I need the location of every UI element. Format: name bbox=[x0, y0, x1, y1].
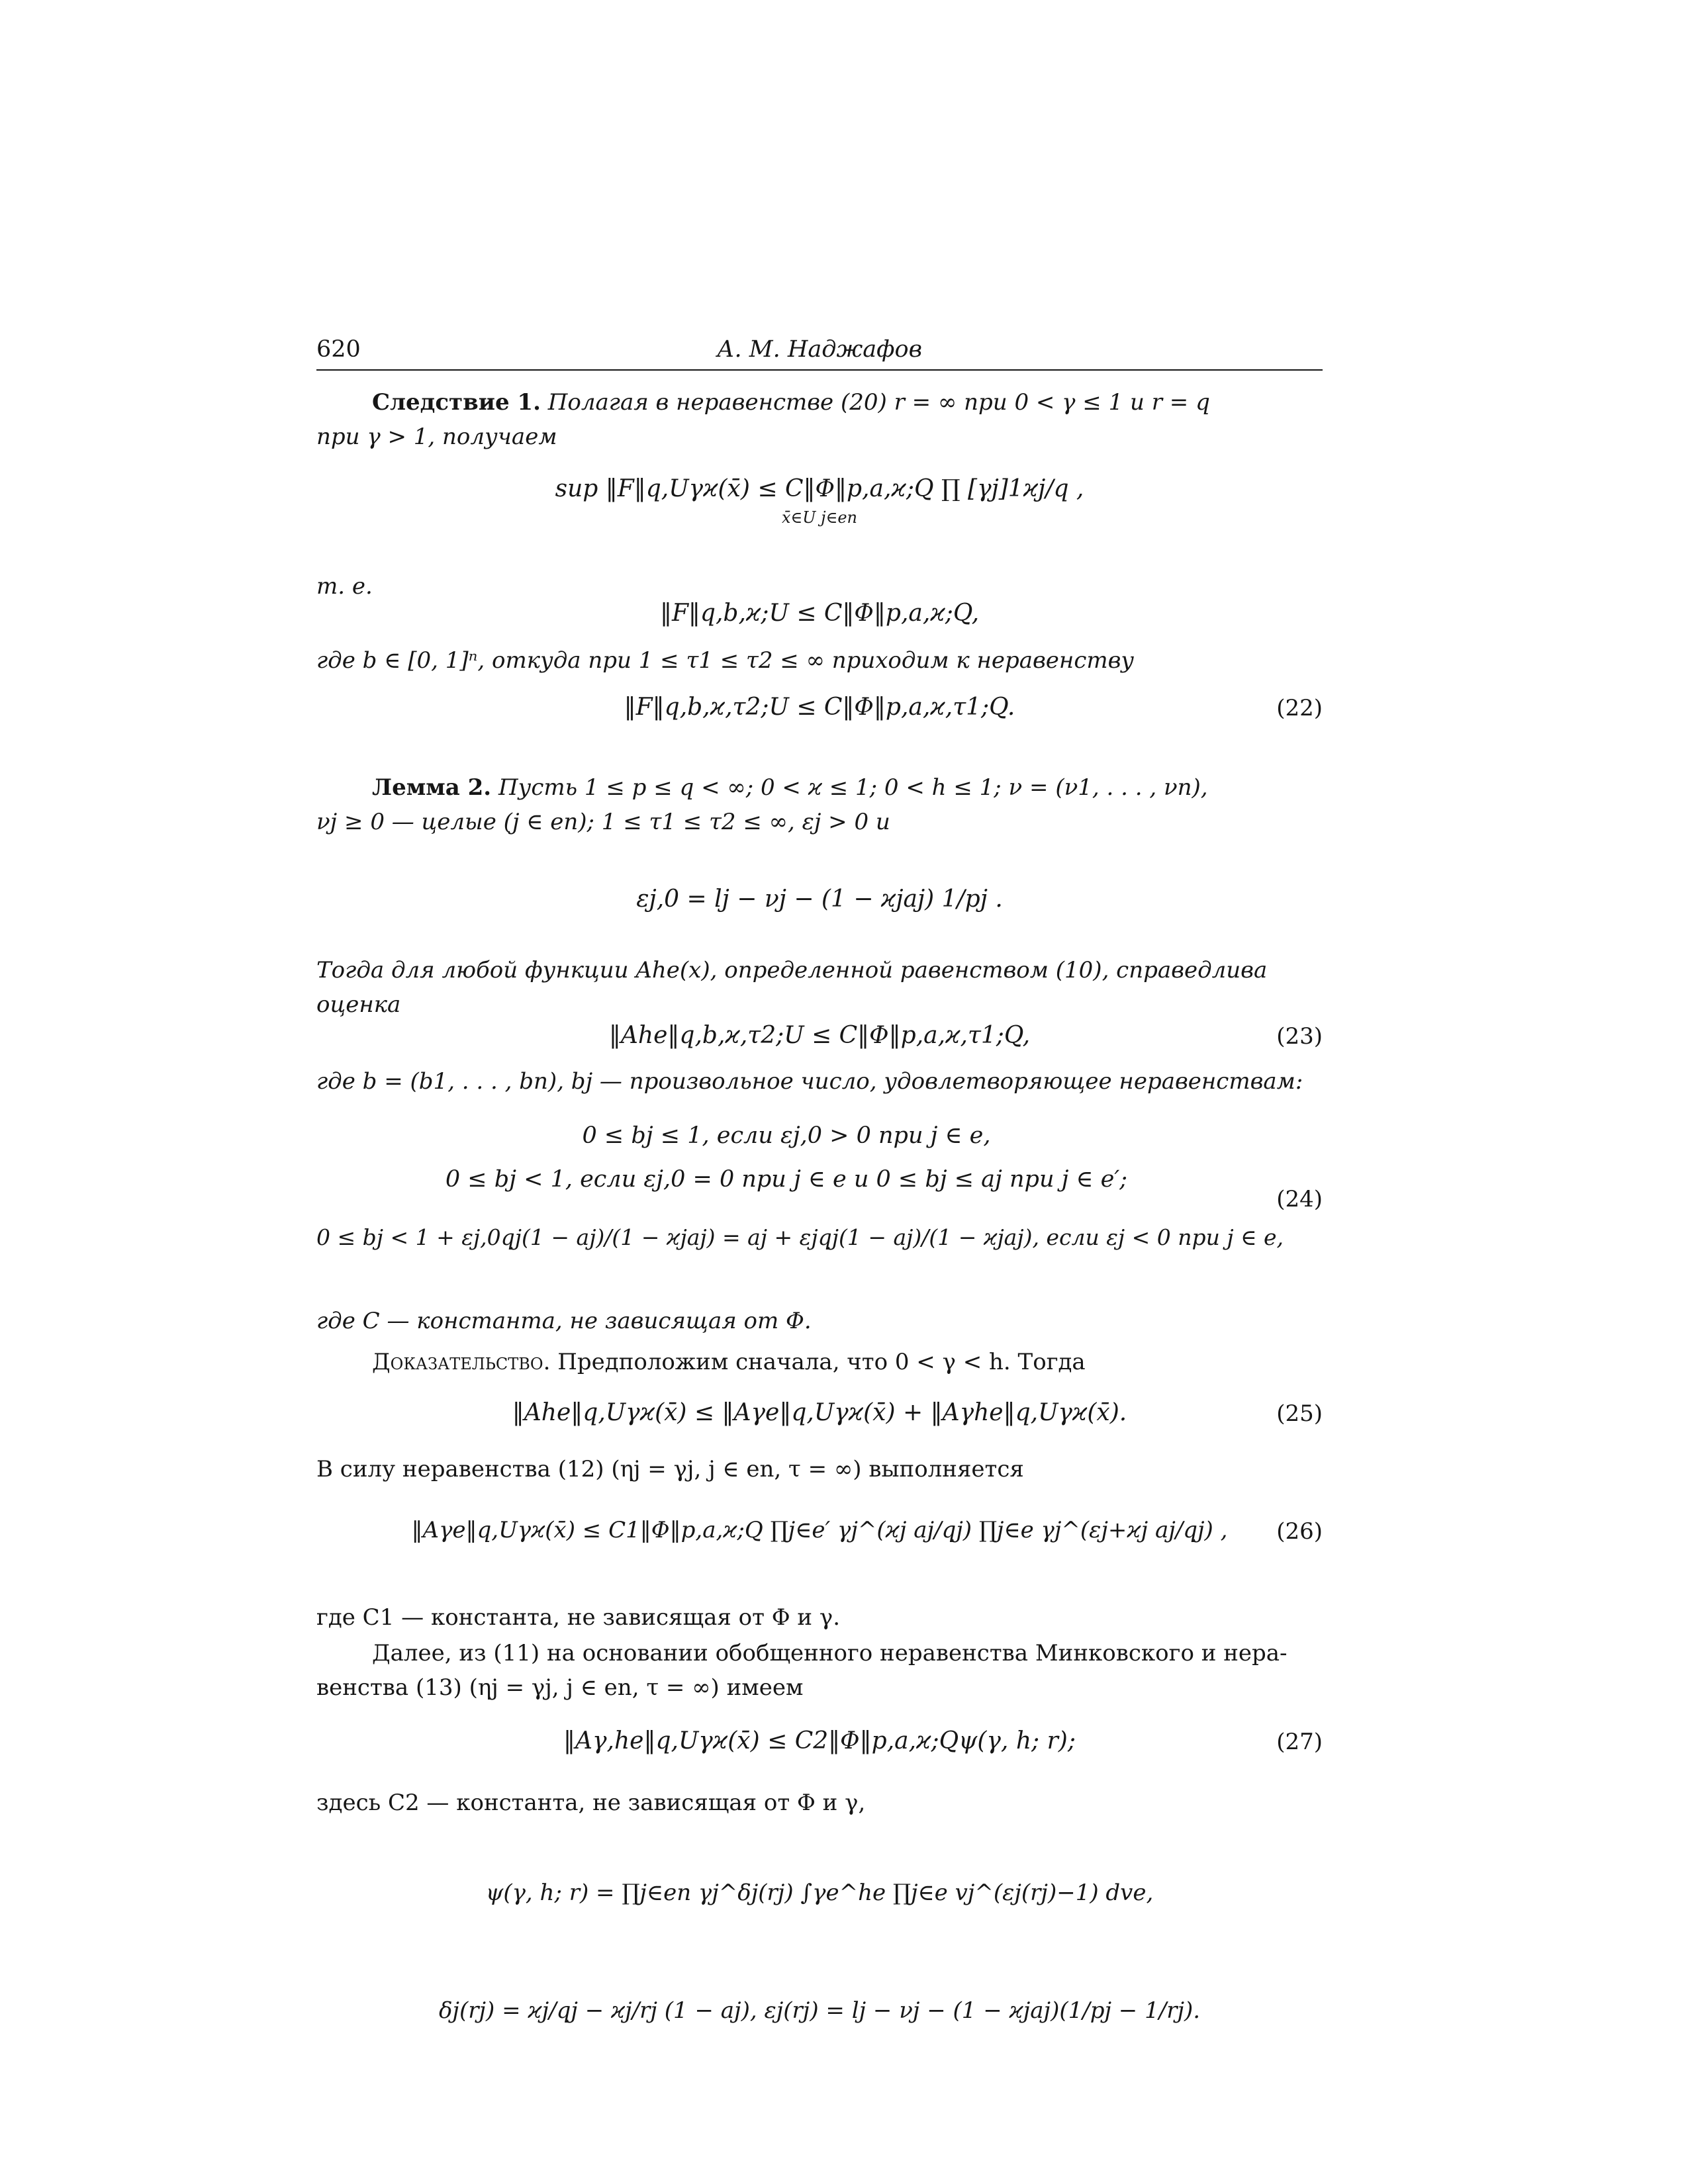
corollary-line-3: где b ∈ [0, 1]ⁿ, откуда при 1 ≤ τ1 ≤ τ2 ≤ ∞ приходим к неравенству bbox=[316, 647, 1135, 674]
condition-24-line-2: 0 ≤ bj < 1, если εj,0 = 0 при j ∈ e и 0 ≤ bj ≤ aj при j ∈ e′; bbox=[445, 1166, 1128, 1193]
lemma-statement bbox=[316, 770, 1323, 839]
lemma-line-6: где C — константа, не зависящая от Φ. bbox=[316, 1308, 812, 1334]
formula-26: ‖Aγe‖q,Uγϰ(x̄) ≤ C1‖Φ‖p,a,ϰ;Q ∏j∈e′ γj^(ϰj aj/qj) ∏j∈e γj^(εj+ϰj aj/qj) , bbox=[411, 1517, 1228, 1543]
lemma-line-4-text: оценка bbox=[316, 991, 401, 1018]
formula-25: ‖Ahe‖q,Uγϰ(x̄) ≤ ‖Aγe‖q,Uγϰ(x̄) + ‖Aγhe‖q,Uγϰ(x̄). bbox=[512, 1399, 1127, 1426]
corollary-formula-sup: sup ‖F‖q,Uγϰ(x̄) ≤ C‖Φ‖p,a,ϰ;Q ∏ [γj]1ϰj/q , bbox=[555, 475, 1084, 502]
page bbox=[316, 331, 1323, 2078]
formula-23: ‖Ahe‖q,b,ϰ,τ2;U ≤ C‖Φ‖p,a,ϰ,τ1;Q, bbox=[608, 1022, 1031, 1049]
proof-line-1: Предположим сначала, что 0 < γ < h. Тогда bbox=[557, 1349, 1086, 1375]
formula-delta-eps: δj(rj) = ϰj/qj − ϰj/rj (1 − aj), εj(rj) = lj − νj − (1 − ϰjaj)(1/pj − 1/rj). bbox=[438, 1997, 1201, 2024]
lemma-line-2: νj ≥ 0 — целые (j ∈ en); 1 ≤ τ1 ≤ τ2 ≤ ∞, εj > 0 и bbox=[316, 809, 890, 835]
equation-number-22: (22) bbox=[1276, 695, 1323, 721]
corollary-te: т. е. bbox=[316, 573, 373, 600]
corollary-formula-sup-subscripts: x̄∈U j∈en bbox=[781, 508, 858, 527]
lemma-line-3 bbox=[316, 953, 1323, 1022]
corollary-line-2: при γ > 1, получаем bbox=[316, 424, 557, 450]
formula-eps-j0: εj,0 = lj − νj − (1 − ϰjaj) 1/pj . bbox=[636, 886, 1003, 913]
equation-number-25: (25) bbox=[1276, 1400, 1323, 1427]
lemma-line-1: Пусть 1 ≤ p ≤ q < ∞; 0 < ϰ ≤ 1; 0 < h ≤ 1; ν = (ν1, . . . , νn), bbox=[498, 774, 1208, 801]
corollary-line-1: Полагая в неравенстве (20) r = ∞ при 0 < γ ≤ 1 и r = q bbox=[547, 389, 1210, 416]
formula-22: ‖F‖q,b,ϰ,τ2;U ≤ C‖Φ‖p,a,ϰ,τ1;Q. bbox=[624, 694, 1015, 721]
proof-paragraph-2 bbox=[316, 1636, 1323, 1705]
lemma-title: Лемма 2. bbox=[372, 774, 492, 801]
running-author: А. М. Наджафов bbox=[717, 336, 922, 363]
proof-label: Доказательство. bbox=[372, 1349, 551, 1375]
proof-line-6: здесь C2 — константа, не зависящая от Φ и γ, bbox=[316, 1790, 866, 1816]
running-header bbox=[316, 331, 1323, 371]
corollary-formula-2: ‖F‖q,b,ϰ;U ≤ C‖Φ‖p,a,ϰ;Q, bbox=[659, 600, 980, 627]
condition-24-line-3: 0 ≤ bj < 1 + εj,0qj(1 − aj)/(1 − ϰjaj) = aj + εjqj(1 − aj)/(1 − ϰjaj), если εj < 0 при j ∈ e, bbox=[316, 1224, 1284, 1250]
corollary-title: Следствие 1. bbox=[372, 389, 541, 416]
formula-27: ‖Aγ,he‖q,Uγϰ(x̄) ≤ C2‖Φ‖p,a,ϰ;Qψ(γ, h; r); bbox=[563, 1727, 1076, 1754]
equation-number-27: (27) bbox=[1276, 1729, 1323, 1755]
page-number: 620 bbox=[316, 336, 361, 363]
corollary-statement bbox=[316, 385, 1323, 454]
proof-line-3: где C1 — константа, не зависящая от Φ и γ. bbox=[316, 1604, 840, 1631]
proof-line-4: Далее, из (11) на основании обобщенного неравенства Минковского и нера- bbox=[372, 1640, 1288, 1666]
equation-number-24: (24) bbox=[1276, 1186, 1323, 1212]
proof-line-2: В силу неравенства (12) (ηj = γj, j ∈ en, τ = ∞) выполняется bbox=[316, 1456, 1024, 1482]
formula-psi: ψ(γ, h; r) = ∏j∈en γj^δj(rj) ∫γe^he ∏j∈e vj^(εj(rj)−1) dve, bbox=[485, 1880, 1154, 1906]
equation-number-23: (23) bbox=[1276, 1023, 1323, 1050]
lemma-line-3-text: Тогда для любой функции Ahe(x), определенной равенством (10), справедлива bbox=[316, 957, 1268, 983]
proof-start bbox=[316, 1345, 1323, 1379]
equation-number-26: (26) bbox=[1276, 1518, 1323, 1545]
proof-line-5: венства (13) (ηj = γj, j ∈ en, τ = ∞) имеем bbox=[316, 1674, 804, 1701]
condition-24-line-1: 0 ≤ bj ≤ 1, если εj,0 > 0 при j ∈ e, bbox=[582, 1122, 991, 1149]
lemma-line-5: где b = (b1, . . . , bn), bj — произвольное число, удовлетворяющее неравенствам: bbox=[316, 1068, 1303, 1095]
